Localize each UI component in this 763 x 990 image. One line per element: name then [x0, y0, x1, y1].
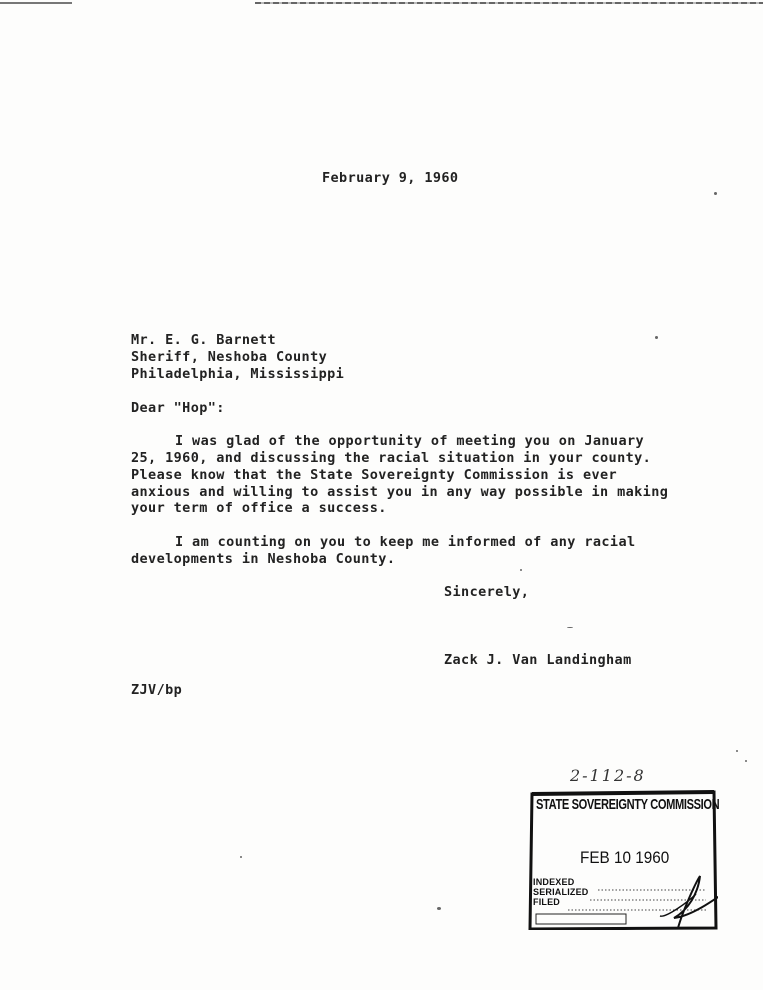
scan-speck	[655, 336, 658, 339]
recipient-name: Mr. E. G. Barnett	[131, 332, 276, 348]
stamp-field-indexed: INDEXED	[533, 877, 575, 887]
scan-speck	[520, 569, 522, 571]
salutation: Dear "Hop":	[131, 400, 225, 416]
signer-name: Zack J. Van Landingham	[444, 652, 632, 668]
letter-date: February 9, 1960	[322, 170, 459, 186]
scan-speck	[240, 856, 242, 858]
paragraph1-line: your term of office a success.	[131, 500, 387, 516]
paragraph1-line: anxious and willing to assist you in any way possible in making	[131, 484, 669, 500]
typist-initials: ZJV/bp	[131, 682, 183, 698]
recipient-title: Sheriff, Neshoba County	[131, 349, 328, 365]
paragraph1-line: Please know that the State Sovereignty Commission is ever	[131, 467, 618, 483]
recipient-city: Philadelphia, Mississippi	[131, 366, 345, 382]
stamp-field-serialized: SERIALIZED	[533, 887, 589, 897]
stamp-date: FEB 10 1960	[580, 848, 670, 867]
paragraph1-line: 25, 1960, and discussing the racial situation in your county.	[131, 450, 652, 466]
stamp-field-filed: FILED	[533, 897, 560, 907]
scan-speck	[745, 760, 747, 762]
scan-speck	[567, 627, 573, 628]
scan-speck	[714, 192, 717, 195]
top-scan-edge-left	[0, 2, 72, 4]
closing: Sincerely,	[444, 584, 530, 600]
stamp-file-number: 2-112-8	[570, 766, 646, 785]
scan-speck	[437, 907, 441, 910]
stamp-title: STATE SOVEREIGNTY COMMISSION	[536, 796, 720, 813]
scan-speck	[736, 750, 738, 752]
top-scan-edge-right	[255, 2, 763, 4]
paragraph2-line: I am counting on you to keep me informed of any racial	[175, 534, 636, 550]
paragraph1-line: I was glad of the opportunity of meeting you on January	[175, 433, 645, 449]
paragraph2-line: developments in Neshoba County.	[131, 551, 396, 567]
